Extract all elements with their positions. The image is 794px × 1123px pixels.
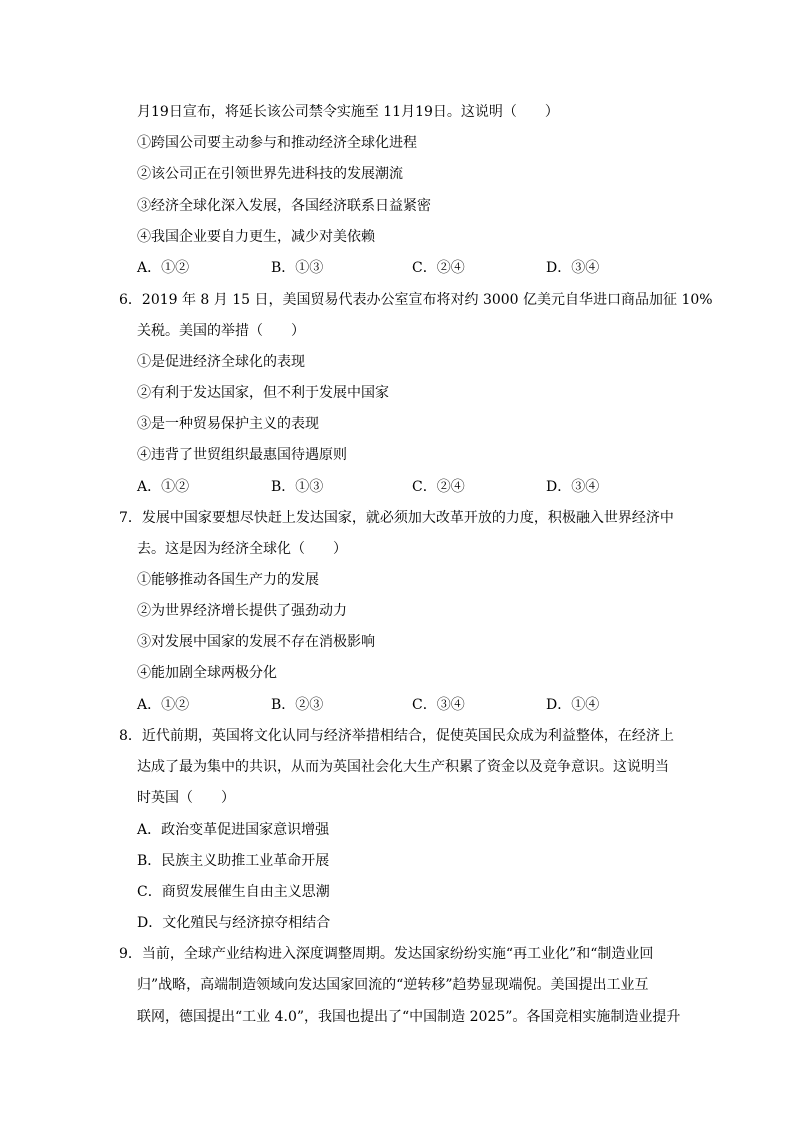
q7-option-c: C．③④ bbox=[412, 697, 465, 713]
q5-stem-continuation: 月19日宣布，将延长该公司禁令实施至 11月19日。这说明（ ） bbox=[137, 104, 559, 120]
q6-item-3: ③是一种贸易保护主义的表现 bbox=[137, 416, 319, 432]
q7-stem-line-2: 去。这是因为经济全球化（ ） bbox=[137, 541, 347, 557]
q6-option-a: A．①② bbox=[137, 479, 190, 495]
q8-choice-a: A．政治变革促进国家意识增强 bbox=[137, 822, 330, 838]
q6-option-d: D．③④ bbox=[546, 479, 600, 495]
q5-option-a: A．①② bbox=[137, 260, 190, 276]
q5-option-c: C．②④ bbox=[412, 260, 465, 276]
q7-option-a: A．①② bbox=[137, 697, 190, 713]
q8-stem-line-2: 达成了最为集中的共识，从而为英国社会化大生产积累了资金以及竞争意识。这说明当 bbox=[137, 759, 669, 775]
q9-stem-line-3: 联网，德国提出“工业 4.0”，我国也提出了“中国制造 2025”。各国竞相实施制造业提升 bbox=[137, 1009, 681, 1025]
q7-option-b: B．②③ bbox=[271, 697, 324, 713]
q7-item-1: ①能够推动各国生产力的发展 bbox=[137, 572, 319, 588]
q6-item-4: ④违背了世贸组织最惠国待遇原则 bbox=[137, 447, 347, 463]
q8-choice-b: B．民族主义助推工业革命开展 bbox=[137, 853, 330, 869]
q6-stem-line-1: 6．2019 年 8 月 15 日，美国贸易代表办公室宣布将对约 3000 亿美元自华进口商品加征 10% bbox=[119, 292, 713, 308]
q7-item-4: ④能加剧全球两极分化 bbox=[137, 665, 277, 681]
q7-item-3: ③对发展中国家的发展不存在消极影响 bbox=[137, 634, 375, 650]
q7-stem-line-1: 7．发展中国家要想尽快赶上发达国家，就必须加大改革开放的力度，积极融入世界经济中 bbox=[119, 510, 674, 526]
q5-item-2: ②该公司正在引领世界先进科技的发展潮流 bbox=[137, 166, 403, 182]
q6-item-1: ①是促进经济全球化的表现 bbox=[137, 354, 305, 370]
q5-option-d: D．③④ bbox=[546, 260, 600, 276]
q8-choice-d: D．文化殖民与经济掠夺相结合 bbox=[137, 915, 331, 931]
q5-item-4: ④我国企业要自力更生，减少对美依赖 bbox=[137, 229, 375, 245]
q8-choice-c: C．商贸发展催生自由主义思潮 bbox=[137, 884, 330, 900]
q6-stem-line-2: 关税。美国的举措（ ） bbox=[137, 323, 305, 339]
q9-stem-line-1: 9．当前，全球产业结构进入深度调整周期。发达国家纷纷实施“再工业化”和“制造业回 bbox=[119, 946, 654, 962]
q6-option-c: C．②④ bbox=[412, 479, 465, 495]
q8-stem-line-3: 时英国（ ） bbox=[137, 790, 235, 806]
q9-stem-line-2: 归”战略，高端制造领域向发达国家回流的“逆转移”趋势显现端倪。美国提出工业互 bbox=[137, 977, 649, 993]
q6-option-b: B．①③ bbox=[271, 479, 324, 495]
q7-option-d: D．①④ bbox=[546, 697, 600, 713]
q5-option-b: B．①③ bbox=[271, 260, 324, 276]
q8-stem-line-1: 8．近代前期，英国将文化认同与经济举措相结合，促使英国民众成为利益整体，在经济上 bbox=[119, 728, 674, 744]
q5-item-3: ③经济全球化深入发展，各国经济联系日益紧密 bbox=[137, 198, 431, 214]
q6-item-2: ②有利于发达国家，但不利于发展中国家 bbox=[137, 385, 389, 401]
q7-item-2: ②为世界经济增长提供了强劲动力 bbox=[137, 603, 347, 619]
q5-item-1: ①跨国公司要主动参与和推动经济全球化进程 bbox=[137, 135, 417, 151]
